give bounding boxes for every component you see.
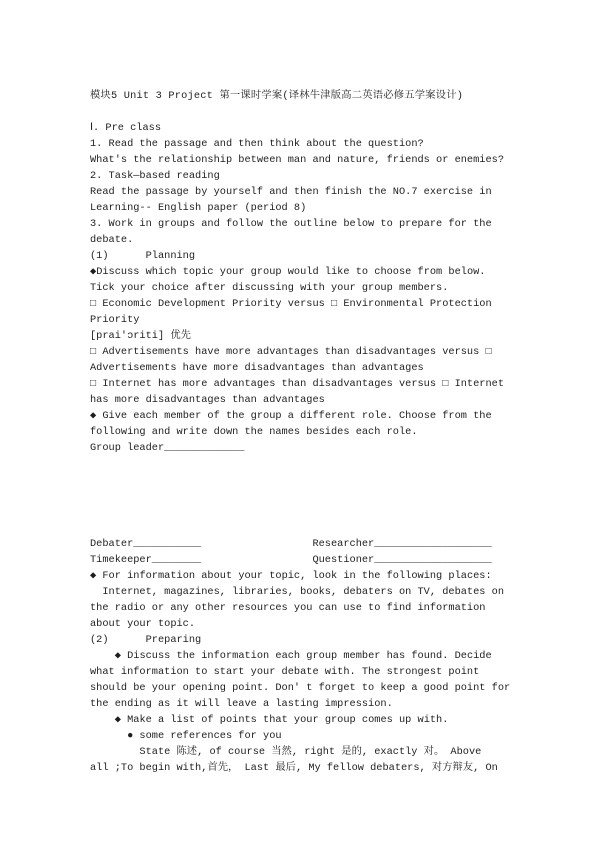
text-line <box>90 504 514 520</box>
text-line: [prai'ɔriti] 优先 <box>90 330 191 342</box>
text-line: ◆ Discuss the information each group member has found. Decide <box>90 650 492 662</box>
text-line: ◆ Make a list of points that your group comes up with. <box>90 714 449 726</box>
text-line <box>90 104 514 120</box>
text-line: ◆ For information about your topic, look in the following places: <box>90 570 492 582</box>
document-title: 模块5 Unit 3 Project 第一课时学案(译林牛津版高二英语必修五学案设计) <box>90 90 464 102</box>
document-body <box>90 104 514 776</box>
text-line: □ Advertisements have more advantages than disadvantages versus □ <box>90 346 492 358</box>
text-line: debate. <box>90 234 134 246</box>
text-line: □ Economic Development Priority versus □ Environmental Protection <box>90 298 492 310</box>
text-line: following and write down the names besides each role. <box>90 426 418 438</box>
text-line: ◆Discuss which topic your group would like to choose from below. <box>90 266 486 278</box>
text-line <box>90 472 514 488</box>
text-line: Internet, magazines, libraries, books, debaters on TV, debates on <box>90 586 505 598</box>
text-line <box>90 520 514 536</box>
text-line: the radio or any other resources you can use to find information <box>90 602 486 614</box>
text-line: Ⅰ. Pre class <box>90 122 162 134</box>
text-line: Debater___________ Researcher___________________ <box>90 538 492 550</box>
text-line: 3. Work in groups and follow the outline below to prepare for the <box>90 218 492 230</box>
text-line: 2. Task—based reading <box>90 170 220 182</box>
text-line: Priority <box>90 314 140 326</box>
text-line: What's the relationship between man and nature, friends or enemies? <box>90 154 505 166</box>
text-line: Advertisements have more disadvantages than advantages <box>90 362 424 374</box>
text-line: the ending as it will leave a lasting impression. <box>90 698 393 710</box>
text-line: (1) Planning <box>90 250 196 262</box>
text-line <box>90 488 514 504</box>
text-line: about your topic. <box>90 618 196 630</box>
text-line: Read the passage by yourself and then finish the NO.7 exercise in <box>90 186 492 198</box>
text-line <box>90 456 514 472</box>
text-line: Tick your choice after discussing with your group members. <box>90 282 449 294</box>
text-line: should be your opening point. Don' t forget to keep a good point for <box>90 682 511 694</box>
text-line: Group leader_____________ <box>90 442 245 454</box>
text-line: ◆ Give each member of the group a different role. Choose from the <box>90 410 492 422</box>
text-line: what information to start your debate with. The strongest point <box>90 666 480 678</box>
text-line: (2) Preparing <box>90 634 202 646</box>
text-line: Timekeeper________ Questioner___________________ <box>90 554 492 566</box>
text-line: □ Internet has more advantages than disadvantages versus □ Internet <box>90 378 505 390</box>
text-line: all ;To begin with,首先， Last 最后, My fellow debaters, 对方辩友, On <box>90 762 498 774</box>
text-line: ● some references for you <box>90 730 282 742</box>
text-line: Learning-- English paper (period 8) <box>90 202 307 214</box>
text-line: has more disadvantages than advantages <box>90 394 325 406</box>
text-line: 1. Read the passage and then think about the question? <box>90 138 424 150</box>
text-line: State 陈述, of course 当然, right 是的, exactly 对。 Above <box>90 746 482 758</box>
